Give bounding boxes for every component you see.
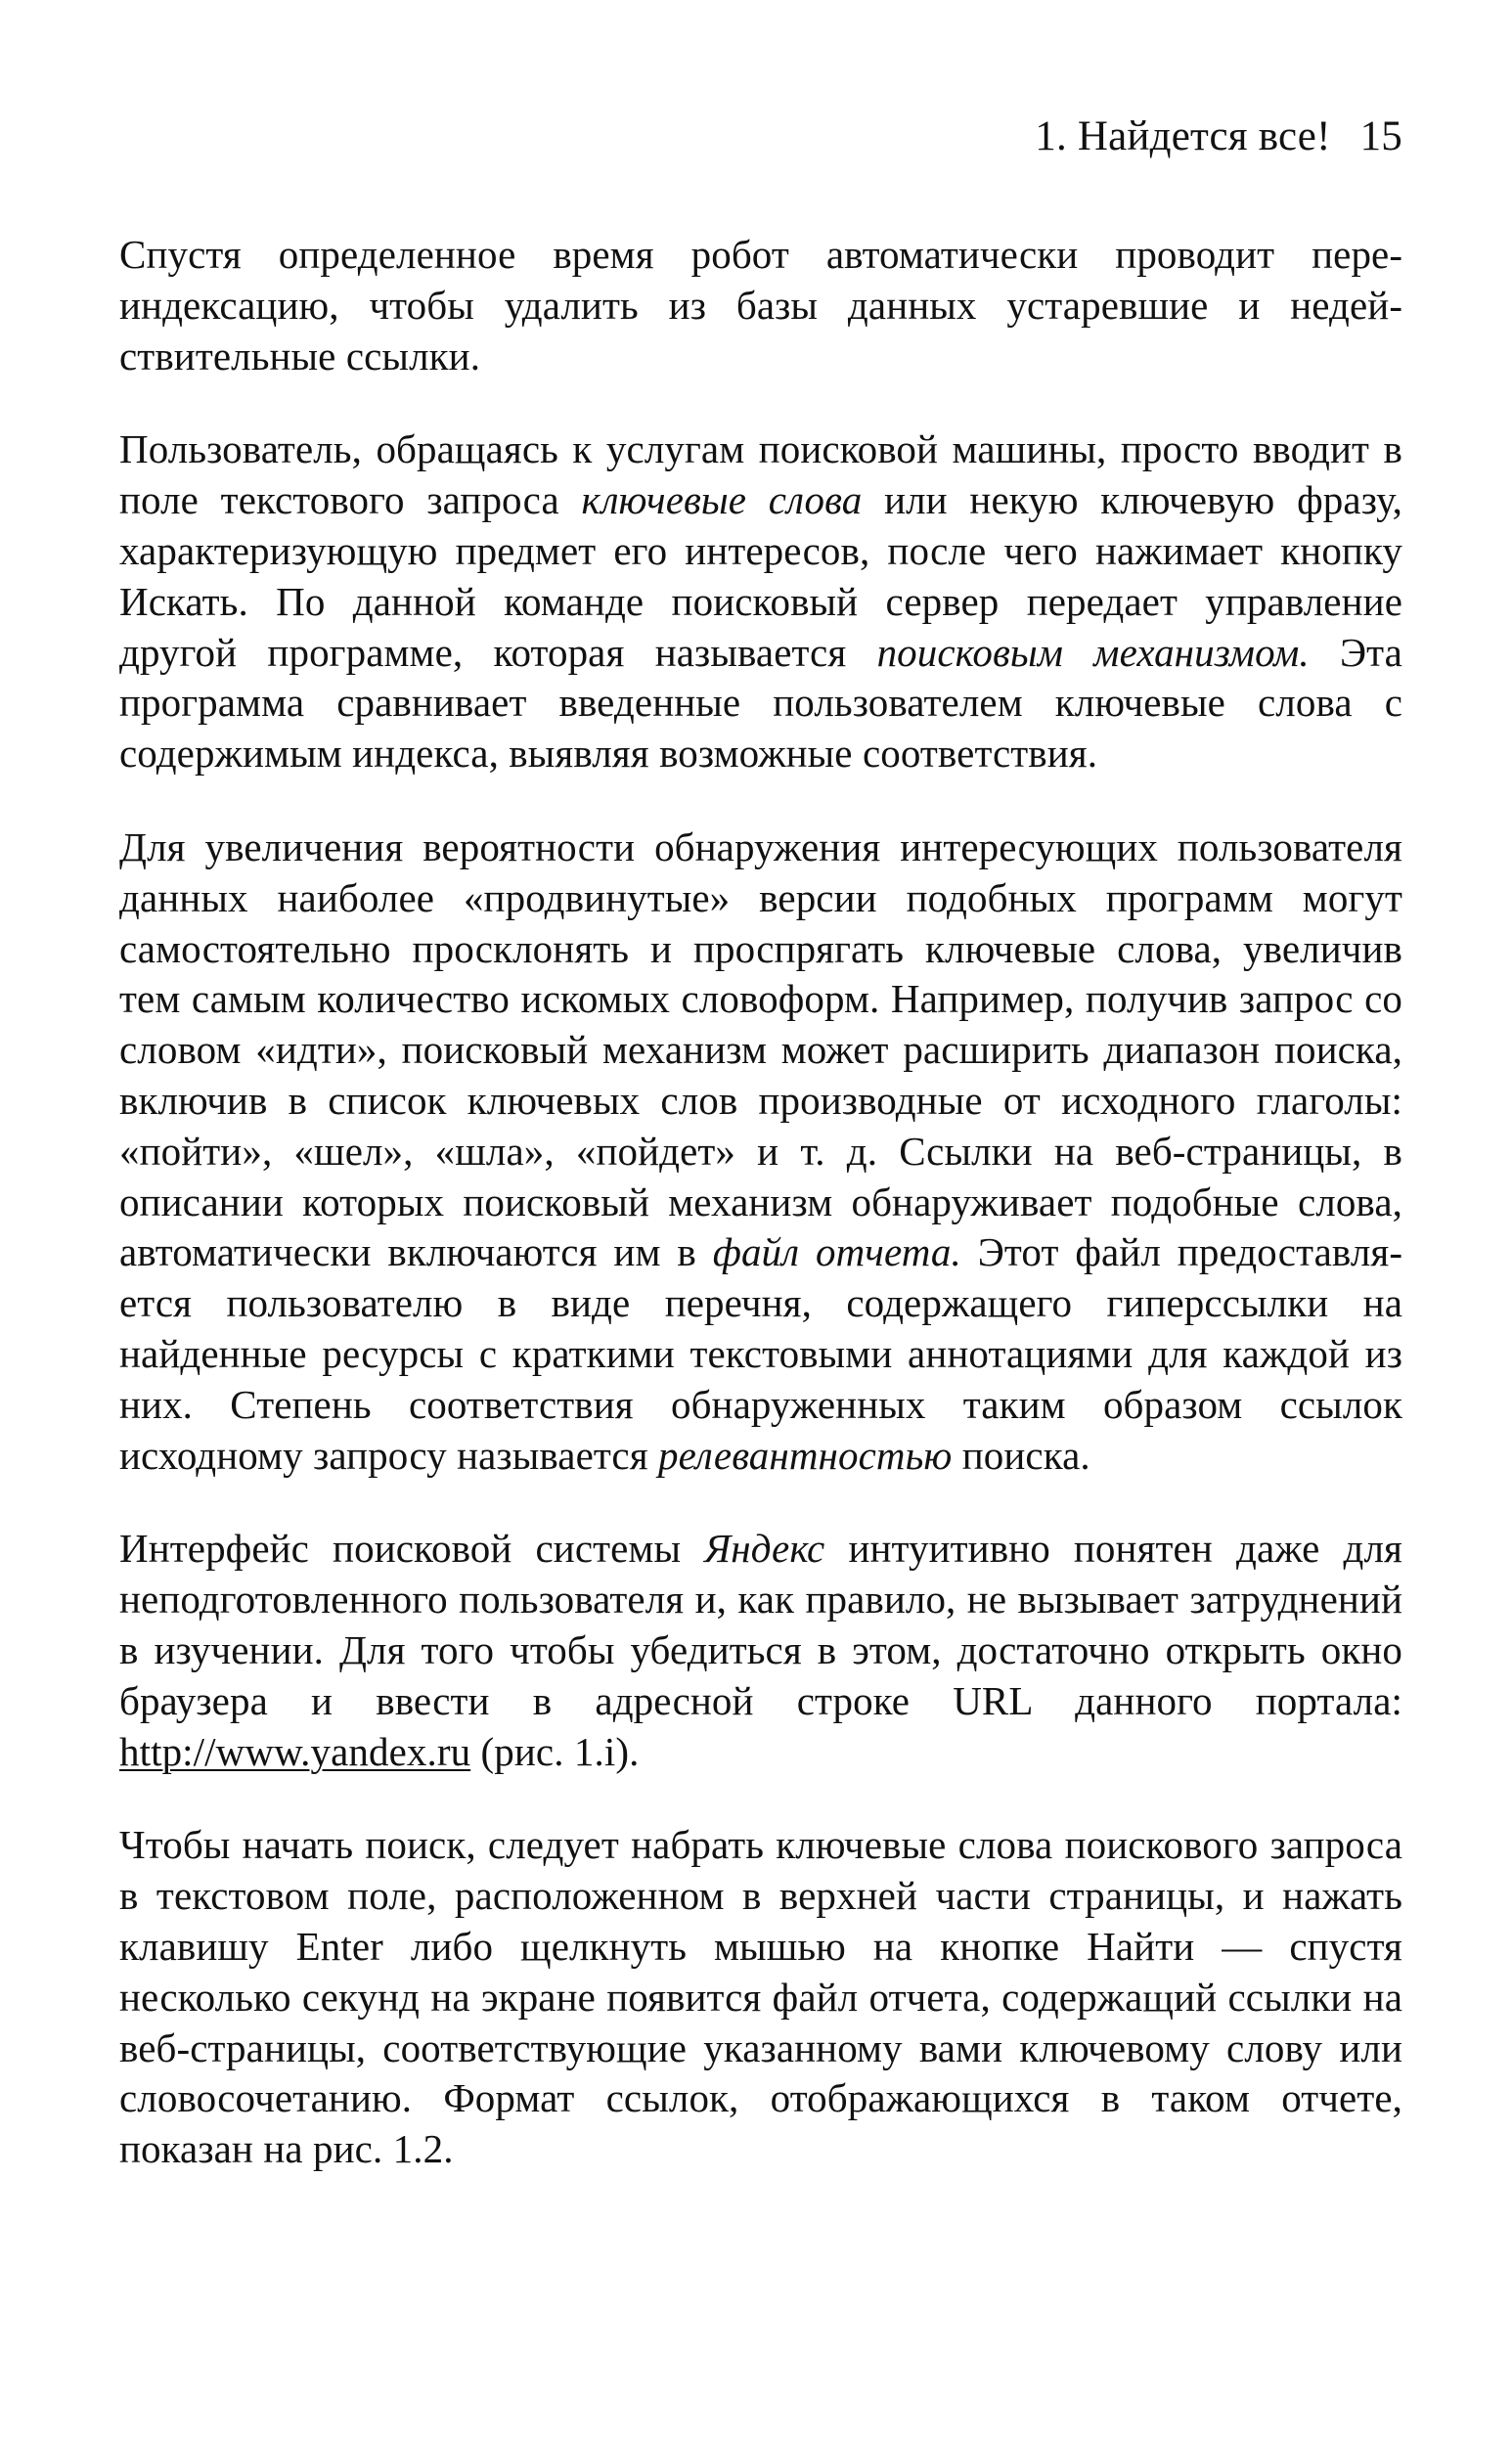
paragraph-text: Спустя определенное время робот автоматически проводит переиндексацию, чтобы удалить из базы данных устаревшие и недействительные ссылки. bbox=[119, 232, 1402, 378]
paragraph-start-search bbox=[119, 1820, 1402, 2175]
paragraph-text: Эта программа сравнивает введенные пользователем ключевые слова с содержимым индекса, выявляя возможные соответствия. bbox=[119, 629, 1402, 777]
term-search-engine: поисковым механизмом. bbox=[876, 629, 1310, 675]
paragraph-text: Пользователь, обращаясь к услугам поисковой машины, просто вводит в поле текстового запроса bbox=[119, 426, 1402, 523]
paragraph-text: или некую ключевую фразу, характеризующую предмет его интересов, после чего нажимает кнопку Искать. По данной команде поисковый сервер передает управление другой программе, которая называется bbox=[119, 477, 1402, 675]
paragraph-user-query bbox=[119, 424, 1402, 779]
paragraph-word-forms bbox=[119, 822, 1402, 1481]
paragraph-text: Интерфейс поисковой системы bbox=[119, 1526, 705, 1572]
paragraph-text: поиска. bbox=[952, 1432, 1090, 1478]
term-relevance: релевантностью bbox=[658, 1432, 953, 1478]
body-text bbox=[119, 230, 1402, 2218]
paragraph-text: Этот файл предоставляется пользователю в виде перечня, содержащего гиперссылки на найденные ресурсы с краткими текстовыми аннотациями для каждой из них. Степень соответствия обнаруженных таким образом ссылок исходному запросу называется bbox=[119, 1229, 1402, 1478]
paragraph-text: (рис. 1.i). bbox=[470, 1728, 640, 1774]
chapter-title: 1. Найдется все! bbox=[1035, 113, 1331, 159]
paragraph-reindexing bbox=[119, 230, 1402, 381]
term-report-file: файл отчета. bbox=[712, 1229, 961, 1275]
paragraph-yandex-interface bbox=[119, 1524, 1402, 1777]
term-yandex: Яндекс bbox=[704, 1526, 825, 1572]
paragraph-text: интуитивно понятен даже для неподготовленного пользователя и, как правило, не вызывает затруднений в изучении. Для того чтобы убедиться в этом, достаточно открыть окно браузера и ввести в адресной строке URL данного портала: bbox=[119, 1526, 1402, 1723]
page-number: 15 bbox=[1359, 113, 1402, 159]
running-header bbox=[1035, 115, 1402, 157]
paragraph-text: Чтобы начать поиск, следует набрать ключевые слова поискового запроса в текстовом поле, расположенном в верхней части страницы, и нажать клавишу Enter либо щелкнуть мышью на кнопке Найти — спустя несколько секунд на экране появится файл отчета, содержащий ссылки на веб-страницы, соответствующие указанному вами ключевому слову или словосочетанию. Формат ссылок, отображающихся в таком отчете, показан на рис. 1.2. bbox=[119, 1822, 1402, 2172]
yandex-url-link[interactable]: http://www.yandex.ru bbox=[119, 1728, 471, 1774]
term-keywords: ключевые слова bbox=[581, 477, 863, 523]
paragraph-text: Для увеличения вероятности обнаружения интересующих пользователя данных наиболее «продвинутые» версии подобных программ могут самостоятельно просклонять и проспрягать ключевые слова, увеличив тем самым количество искомых словоформ. Например, получив запрос со словом «идти», поисковый механизм может расширить диапазон поиска, включив в список ключевых слов производные от исходного глаголы: «пойти», «шел», «шла», «пойдет» и т. д. Ссылки на веб-страницы, в описании которых поисковый механизм обнаруживает подобные слова, автоматически включаются им в bbox=[119, 823, 1402, 1275]
